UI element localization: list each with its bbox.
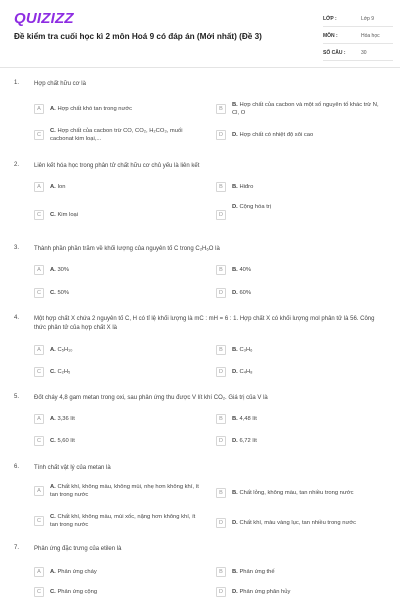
question-text: Hợp chất hữu cơ là: [34, 81, 86, 87]
option-prefix: D.: [232, 369, 238, 375]
option-letter: B: [216, 265, 226, 275]
meta-value: Lớp 9: [361, 16, 375, 22]
option-letter: B: [216, 488, 226, 498]
option-prefix: A.: [50, 416, 56, 422]
option-body: 40%: [239, 267, 252, 273]
option-body: Hợp chất khó tan trong nước: [57, 106, 133, 112]
option-c[interactable]: [34, 126, 204, 144]
option-prefix: B.: [232, 102, 238, 108]
option-prefix: A.: [50, 347, 56, 353]
option-text: [232, 132, 382, 140]
option-body: C₂H₅: [57, 369, 71, 375]
option-c[interactable]: [34, 583, 204, 601]
question-text: Tính chất vật lý của metan là: [34, 465, 111, 471]
worksheet-header: [0, 0, 400, 68]
option-body: Hợp chất của cacbon trừ CO, CO₂, H₂CO₃, muối cacbonat kim loại,...: [50, 128, 183, 142]
meta-divider: [323, 43, 393, 44]
option-prefix: A.: [50, 484, 56, 490]
option-letter: B: [216, 182, 226, 192]
option-letter: C: [34, 210, 44, 220]
option-letter: D: [216, 130, 226, 140]
option-b[interactable]: [216, 341, 386, 359]
option-b[interactable]: [216, 563, 386, 581]
option-letter: C: [34, 587, 44, 597]
option-text: [50, 267, 200, 275]
option-prefix: C.: [50, 514, 56, 520]
option-letter: C: [34, 436, 44, 446]
option-d[interactable]: [216, 200, 386, 218]
option-body: Phản ứng thế: [239, 569, 275, 575]
option-letter: C: [34, 288, 44, 298]
option-text: [232, 416, 382, 424]
option-body: Phản ứng cháy: [57, 569, 97, 575]
option-body: 3,36 lít: [57, 416, 75, 422]
option-letter: B: [216, 104, 226, 114]
option-b[interactable]: [216, 178, 386, 196]
option-body: C₃H₆: [239, 347, 253, 353]
option-text: [232, 589, 382, 597]
option-letter: A: [34, 182, 44, 192]
meta-value: Hóa học: [361, 33, 380, 39]
question-number: 5.: [14, 394, 20, 400]
option-d[interactable]: [216, 432, 386, 450]
option-c[interactable]: [34, 363, 204, 381]
option-letter: B: [216, 414, 226, 424]
option-prefix: B.: [232, 416, 238, 422]
option-text: [50, 369, 200, 377]
option-prefix: C.: [50, 589, 56, 595]
meta-value: 30: [361, 50, 367, 56]
option-text: [232, 204, 382, 212]
question-text: Liên kết hóa học trong phân tử chất hữu cơ chủ yếu là liên kết: [34, 163, 200, 169]
meta-row-subject: [323, 29, 393, 46]
option-body: Kim loại: [57, 212, 79, 218]
option-text: [50, 484, 200, 499]
option-d[interactable]: [216, 514, 386, 532]
meta-label: LỚP :: [323, 16, 337, 22]
option-prefix: D.: [232, 204, 238, 210]
option-text: [232, 438, 382, 446]
question-text: Phản ứng đặc trưng của etilen là: [34, 546, 122, 552]
option-text: [232, 520, 382, 528]
option-a[interactable]: [34, 410, 204, 428]
option-text: [232, 369, 382, 377]
option-text: [50, 416, 200, 424]
option-letter: D: [216, 518, 226, 528]
option-letter: D: [216, 587, 226, 597]
option-body: Phản ứng phân hủy: [239, 589, 291, 595]
worksheet-meta: [323, 12, 393, 63]
question-number: 1.: [14, 80, 20, 86]
option-body: Hiđro: [239, 184, 254, 190]
option-a[interactable]: [34, 261, 204, 279]
meta-row-grade: [323, 12, 393, 29]
option-prefix: C.: [50, 369, 56, 375]
option-d[interactable]: [216, 363, 386, 381]
option-letter: B: [216, 345, 226, 355]
option-c[interactable]: [34, 284, 204, 302]
option-d[interactable]: [216, 284, 386, 302]
option-prefix: A.: [50, 569, 56, 575]
option-b[interactable]: [216, 261, 386, 279]
option-body: Hợp chất có nhiệt độ sôi cao: [239, 132, 314, 138]
option-letter: C: [34, 130, 44, 140]
question-number: 3.: [14, 245, 20, 251]
meta-row-count: [323, 46, 393, 63]
option-prefix: A.: [50, 267, 56, 273]
option-letter: A: [34, 265, 44, 275]
option-prefix: A.: [50, 106, 56, 112]
option-d[interactable]: [216, 126, 386, 144]
option-body: 50%: [57, 290, 70, 296]
option-text: [50, 128, 200, 143]
option-prefix: B.: [232, 569, 238, 575]
option-a[interactable]: [34, 341, 204, 359]
meta-label: MÔN :: [323, 33, 338, 39]
option-body: Chất khí, không màu, mùi xốc, nặng hơn không khí, ít tan trong nước: [50, 514, 196, 528]
option-prefix: B.: [232, 267, 238, 273]
option-text: [232, 569, 382, 577]
meta-divider: [323, 26, 393, 27]
option-b[interactable]: [216, 410, 386, 428]
option-prefix: C.: [50, 128, 56, 134]
option-body: Ion: [57, 184, 66, 190]
option-text: [232, 490, 382, 498]
option-c[interactable]: [34, 512, 204, 530]
option-prefix: D.: [232, 290, 238, 296]
question-number: 4.: [14, 315, 20, 321]
option-body: Cộng hóa trị: [239, 204, 272, 210]
option-text: [50, 438, 200, 446]
option-letter: A: [34, 486, 44, 496]
option-letter: D: [216, 436, 226, 446]
option-text: [50, 184, 200, 192]
option-body: 5,60 lít: [57, 438, 75, 444]
option-prefix: B.: [232, 490, 238, 496]
option-body: 6,72 lít: [239, 438, 257, 444]
option-c[interactable]: [34, 206, 204, 224]
option-text: [232, 290, 382, 298]
question-text: Một hợp chất X chứa 2 nguyên tố C, H có tỉ lệ khối lượng là mC : mH = 6 : 1. Hợp chất X có khối lượng mol phân tử là 56. Công thức phân tử của hợp chất X là: [34, 316, 375, 331]
option-prefix: B.: [232, 184, 238, 190]
option-prefix: D.: [232, 589, 238, 595]
option-prefix: C.: [50, 290, 56, 296]
option-body: 60%: [239, 290, 252, 296]
option-body: C₅H₁₀: [57, 347, 73, 353]
option-text: [232, 347, 382, 355]
option-a[interactable]: [34, 178, 204, 196]
meta-label: SỐ CÂU :: [323, 50, 346, 56]
option-letter: A: [34, 104, 44, 114]
question-number: 6.: [14, 464, 20, 470]
option-letter: D: [216, 288, 226, 298]
option-body: Chất lỏng, không màu, tan nhiều trong nước: [239, 490, 354, 496]
option-text: [232, 102, 382, 117]
option-prefix: D.: [232, 438, 238, 444]
option-a[interactable]: [34, 100, 204, 118]
option-body: C₄H₈: [239, 369, 253, 375]
option-text: [232, 184, 382, 192]
option-letter: B: [216, 567, 226, 577]
quizizz-logo: QUIZIZZ: [14, 10, 74, 27]
option-letter: A: [34, 414, 44, 424]
option-letter: D: [216, 367, 226, 377]
option-letter: A: [34, 567, 44, 577]
option-text: [50, 106, 200, 114]
option-prefix: B.: [232, 347, 238, 353]
option-c[interactable]: [34, 432, 204, 450]
question-number: 2.: [14, 162, 20, 168]
option-text: [50, 347, 200, 355]
option-body: Phản ứng cộng: [57, 589, 98, 595]
option-body: Hợp chất của cacbon và một số nguyên tố khác trừ N, Cl, O: [232, 102, 379, 116]
option-prefix: D.: [232, 132, 238, 138]
option-text: [50, 569, 200, 577]
option-body: 4,48 lít: [239, 416, 257, 422]
option-a[interactable]: [34, 482, 204, 500]
option-b[interactable]: [216, 484, 386, 502]
option-body: 30%: [57, 267, 70, 273]
meta-divider: [323, 60, 393, 61]
option-body: Chất khí, màu vàng lục, tan nhiều trong nước: [239, 520, 357, 526]
option-text: [50, 514, 200, 529]
question-text: Đốt cháy 4,8 gam metan trong oxi, sau phản ứng thu được V lít khí CO₂. Giá trị của V là: [34, 395, 268, 401]
option-text: [50, 589, 200, 597]
option-d[interactable]: [216, 583, 386, 601]
option-letter: A: [34, 345, 44, 355]
option-text: [50, 212, 200, 220]
option-letter: C: [34, 516, 44, 526]
option-prefix: D.: [232, 520, 238, 526]
option-prefix: C.: [50, 212, 56, 218]
option-a[interactable]: [34, 563, 204, 581]
option-text: [232, 267, 382, 275]
option-b[interactable]: [216, 100, 386, 118]
option-prefix: C.: [50, 438, 56, 444]
option-prefix: A.: [50, 184, 56, 190]
option-letter: D: [216, 210, 226, 220]
option-text: [50, 290, 200, 298]
option-body: Chất khí, không màu, không mùi, nhẹ hơn không khí, ít tan trong nước: [50, 484, 199, 498]
question-text: Thành phần phần trăm về khối lượng của nguyên tố C trong C₂H₆O là: [34, 246, 220, 252]
question-number: 7.: [14, 545, 20, 551]
worksheet-title: Đề kiểm tra cuối học kì 2 môn Hoá 9 có đáp án (Mới nhất) (Đề 3): [14, 32, 262, 41]
option-letter: C: [34, 367, 44, 377]
